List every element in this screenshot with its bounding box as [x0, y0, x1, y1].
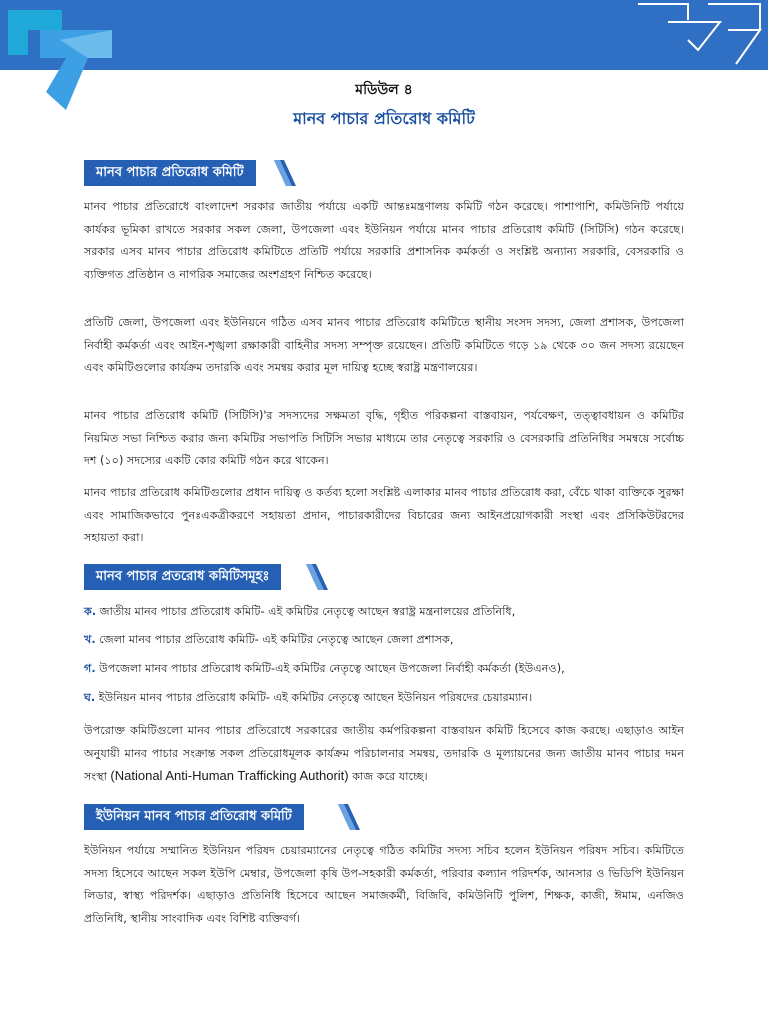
paragraph: মানব পাচার প্রতিরোধে বাংলাদেশ সরকার জাতীয় পর্যায়ে একটি আন্তঃমন্ত্রণালয় কমিটি গঠন করেছে। পাশাপাশি, কমিউনিটি পর্যায়ে কার্যকর ভূমিকা রাখতে সরকার সকল জেলা, উপজেলা এবং ইউনিয়ন পর্যায়ে মানব পাচার প্রতিরোধ কমিটি (সিটিসি) গঠন করেছে। সরকার এসব মানব পাচার প্রতিরোধ কমিটিতে প্রতিটি পর্যায়ে সরকারি প্রশাসনিক কর্মকর্তা ও সংশ্লিষ্ট অন্যান্য সরকারি, বেসরকারি ও ব্যক্তিগত প্রতিষ্ঠান ও নাগরিক সমাজের অংশগ্রহণ নিশ্চিত করেছে। — [84, 200, 684, 281]
paragraph: প্রতিটি জেলা, উপজেলা এবং ইউনিয়নে গঠিত এসব মানব পাচার প্রতিরোধ কমিটিতে স্থানীয় সংসদ সদস্য, জেলা প্রশাসক, উপজেলা নির্বাহী কর্মকর্তা এবং আইন-শৃঙ্খলা রক্ষাকারী বাহিনীর সদস্য সম্পৃক্ত রয়েছেন। প্রতিটি কমিটিতে গড়ে ১৯ থেকে ৩০ জন সদস্য রয়েছেন এবং কমিটিগুলোর কার্যক্রম তদারকি এবং সমন্বয় করার মূল দায়িত্ব হচ্ছে স্বরাষ্ট্র মন্ত্রণালয়ের। — [84, 316, 684, 375]
section-heading-label: ইউনিয়ন মানব পাচার প্রতিরোধ কমিটি — [84, 804, 304, 830]
paragraph: ইউনিয়ন পর্যায়ে সম্মানিত ইউনিয়ন পরিষদ চেয়ারম্যানের নেতৃত্বে গঠিত কমিটির সদস্য সচিব হলেন ইউনিয়ন পরিষদ সচিব। কমিটিতে সদস্য হিসেবে আছেন সকল ইউপি মেম্বার, উপজেলা কৃষি উপ-সহকারী কর্মকর্তা, পরিবার কল্যান পরিদর্শক, আনসার ও ভিডিপি ইউনিয়ন লিডার, স্বাস্থ্য পরিদর্শক। এছাড়াও প্রতিনিধি হিসেবে আছেন সমাজকর্মী, বিজিবি, কমিউনিটি পুলিশ, শিক্ষক, কাজী, ঈমাম, এনজিও প্রতিনিধি, স্থানীয় সাংবাদিক এবং বিশিষ্ট ব্যক্তিবর্গ। — [84, 844, 684, 925]
paragraph-text: কাজ করে যাচ্ছে। — [352, 770, 428, 784]
module-label: মডিউল ৪ — [355, 82, 413, 98]
paragraph: মানব পাচার প্রতিরোধ কমিটি (সিটিসি)'র সদস্যদের সক্ষমতা বৃদ্ধি, গৃহীত পরিকল্পনা বাস্তবায়ন, পর্যবেক্ষণ, তত্ত্বাবধায়ন ও কমিটির নিয়মিত সভা নিশ্চিত করার জন্য কমিটির সভাপতি সিটিসি সভার মাধ্যমে তার নেতৃত্বে সরকারি ও বেসরকারি প্রতিনিধির সমন্বয়ে সর্বোচ্চ দশ (১০) সদস্যের একটি কোর কমিটি গঠন করে থাকেন। — [84, 409, 684, 468]
list-marker: গ. — [84, 662, 96, 675]
english-name: (National Anti-Human Trafficking Authorit) — [110, 768, 349, 784]
list-item — [84, 602, 694, 622]
list-text: জাতীয় মানব পাচার প্রতিরোধ কমিটি- এই কমিটির নেতৃত্বে আছেন স্বরাষ্ট্র মন্ত্রনালয়ের প্রতিনিধি, — [99, 605, 516, 618]
list-marker: ক. — [84, 605, 97, 618]
list-marker: খ. — [84, 633, 96, 646]
paragraph: মানব পাচার প্রতিরোধ কমিটিগুলোর প্রধান দায়িত্ব ও কর্তব্য হলো সংশ্লিষ্ট এলাকার মানব পাচার প্রতিরোধ করা, বেঁচে থাকা ব্যক্তিকে সুরক্ষা এবং সামাজিকভাবে পুনঃএকত্রীকরণে সহায়তা প্রদান, পাচারকারীদের বিচারের জন্য আইনপ্রয়োগকারী সংস্থা এবং প্রসিকিউটরদের সহায়তা করা। — [84, 486, 684, 545]
heading-tail-icon — [306, 564, 328, 590]
list-text: উপজেলা মানব পাচার প্রতিরোধ কমিটি-এই কমিটির নেতৃত্বে আছেন উপজেলা নির্বাহী কর্মকর্তা (ইউএনও), — [99, 662, 565, 675]
section-heading-label: মানব পাচার প্রতিরোধ কমিটি — [84, 160, 256, 186]
list-item — [84, 630, 694, 650]
outline-arrow-icon — [628, 0, 768, 70]
list-item — [84, 688, 694, 708]
paragraph — [84, 720, 684, 789]
section-heading-label: মানব পাচার প্রতরোধ কমিটিসমূহঃ — [84, 564, 281, 590]
heading-tail-icon — [274, 160, 296, 186]
page-title: মানব পাচার প্রতিরোধ কমিটি — [293, 109, 475, 128]
heading-tail-icon — [338, 804, 360, 830]
list-marker: ঘ. — [84, 691, 96, 704]
list-text: ইউনিয়ন মানব পাচার প্রতিরোধ কমিটি- এই কমিটির নেতৃত্বে আছেন ইউনিয়ন পরিষদের চেয়ারম্যান। — [98, 691, 533, 704]
paragraph-text: উপরোক্ত কমিটিগুলো মানব পাচার প্রতিরোধে সরকারের জাতীয় কর্মপরিকল্পনা বাস্তবায়ন কমিটি হিসেবে কাজ করছে। এছাড়াও আইন অনুযায়ী মানব পাচার সংক্রান্ত সকল প্রতিরোধমূলক কার্যক্রম পরিচালনার সমন্বয়, তদারকি ও মূল্যায়নের জন্য জাতীয় মানব পাচার দমন সংস্থা — [84, 724, 684, 784]
list-item — [84, 659, 694, 679]
list-text: জেলা মানব পাচার প্রতিরোধ কমিটি- এই কমিটির নেতৃত্বে আছেন জেলা প্রশাসক, — [99, 633, 454, 646]
